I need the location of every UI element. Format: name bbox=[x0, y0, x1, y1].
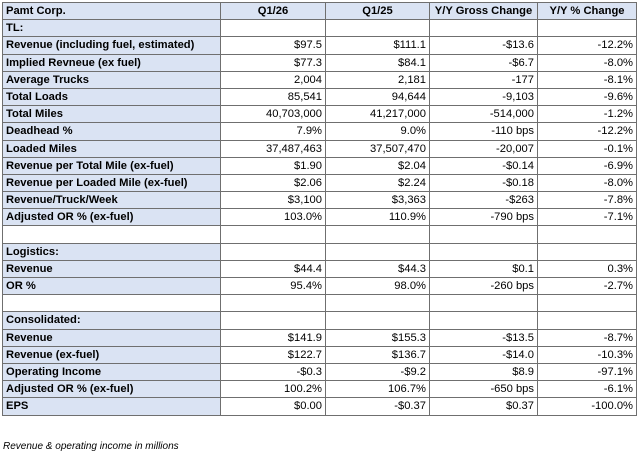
cell-gross-change: -260 bps bbox=[430, 278, 538, 295]
cell-q1-25: 41,217,000 bbox=[326, 106, 430, 123]
blank-cell bbox=[326, 295, 430, 312]
table-row bbox=[3, 106, 637, 123]
row-label: Average Trucks bbox=[3, 71, 221, 88]
cell-q1-26: $3,100 bbox=[221, 192, 326, 209]
section-row bbox=[3, 20, 637, 37]
table-row bbox=[3, 37, 637, 54]
header-company: Pamt Corp. bbox=[3, 3, 221, 20]
empty-cell bbox=[430, 20, 538, 37]
cell-gross-change: -$263 bbox=[430, 192, 538, 209]
table-row bbox=[3, 157, 637, 174]
row-label: Revenue (including fuel, estimated) bbox=[3, 37, 221, 54]
table-row bbox=[3, 54, 637, 71]
header-q1-25: Q1/25 bbox=[326, 3, 430, 20]
cell-gross-change: -$14.0 bbox=[430, 346, 538, 363]
blank-row bbox=[3, 295, 637, 312]
empty-cell bbox=[221, 312, 326, 329]
cell-q1-26: $2.06 bbox=[221, 174, 326, 191]
cell-pct-change: -12.2% bbox=[538, 123, 637, 140]
footnote: Revenue & operating income in millions bbox=[3, 441, 179, 452]
cell-pct-change: -2.7% bbox=[538, 278, 637, 295]
row-label: Operating Income bbox=[3, 363, 221, 380]
row-label: Revenue per Loaded Mile (ex-fuel) bbox=[3, 174, 221, 191]
cell-gross-change: -$13.6 bbox=[430, 37, 538, 54]
table-row bbox=[3, 123, 637, 140]
cell-gross-change: -$0.14 bbox=[430, 157, 538, 174]
row-label: Revenue/Truck/Week bbox=[3, 192, 221, 209]
cell-q1-26: $141.9 bbox=[221, 329, 326, 346]
cell-q1-26: 103.0% bbox=[221, 209, 326, 226]
cell-pct-change: 0.3% bbox=[538, 260, 637, 277]
cell-gross-change: -110 bps bbox=[430, 123, 538, 140]
row-label: Adjusted OR % (ex-fuel) bbox=[3, 381, 221, 398]
blank-cell bbox=[538, 295, 637, 312]
table-row bbox=[3, 329, 637, 346]
table-row bbox=[3, 363, 637, 380]
cell-q1-25: 2,181 bbox=[326, 71, 430, 88]
blank-cell bbox=[538, 226, 637, 243]
cell-pct-change: -7.8% bbox=[538, 192, 637, 209]
blank-cell bbox=[430, 295, 538, 312]
cell-q1-26: $122.7 bbox=[221, 346, 326, 363]
cell-q1-26: -$0.3 bbox=[221, 363, 326, 380]
blank-cell bbox=[430, 226, 538, 243]
table-row bbox=[3, 71, 637, 88]
cell-q1-25: $155.3 bbox=[326, 329, 430, 346]
row-label: Loaded Miles bbox=[3, 140, 221, 157]
cell-pct-change: -12.2% bbox=[538, 37, 637, 54]
cell-gross-change: -$6.7 bbox=[430, 54, 538, 71]
blank-cell bbox=[221, 226, 326, 243]
blank-cell bbox=[3, 226, 221, 243]
table-row bbox=[3, 140, 637, 157]
cell-gross-change: -177 bbox=[430, 71, 538, 88]
cell-pct-change: -8.0% bbox=[538, 54, 637, 71]
header-pct-change: Y/Y % Change bbox=[538, 3, 637, 20]
cell-gross-change: -790 bps bbox=[430, 209, 538, 226]
cell-q1-25: $2.24 bbox=[326, 174, 430, 191]
empty-cell bbox=[430, 312, 538, 329]
cell-pct-change: -97.1% bbox=[538, 363, 637, 380]
cell-q1-25: 110.9% bbox=[326, 209, 430, 226]
cell-q1-26: 2,004 bbox=[221, 71, 326, 88]
section-row bbox=[3, 312, 637, 329]
empty-cell bbox=[326, 243, 430, 260]
row-label: Implied Revneue (ex fuel) bbox=[3, 54, 221, 71]
cell-q1-26: $1.90 bbox=[221, 157, 326, 174]
empty-cell bbox=[538, 20, 637, 37]
table-row bbox=[3, 209, 637, 226]
cell-pct-change: -100.0% bbox=[538, 398, 637, 415]
table-row bbox=[3, 260, 637, 277]
header-gross-change: Y/Y Gross Change bbox=[430, 3, 538, 20]
cell-q1-26: 95.4% bbox=[221, 278, 326, 295]
cell-q1-25: -$9.2 bbox=[326, 363, 430, 380]
cell-q1-26: 37,487,463 bbox=[221, 140, 326, 157]
cell-gross-change: -20,007 bbox=[430, 140, 538, 157]
empty-cell bbox=[221, 243, 326, 260]
cell-q1-26: 85,541 bbox=[221, 88, 326, 105]
cell-gross-change: $0.1 bbox=[430, 260, 538, 277]
cell-q1-25: 9.0% bbox=[326, 123, 430, 140]
cell-pct-change: -6.1% bbox=[538, 381, 637, 398]
row-label: Revenue (ex-fuel) bbox=[3, 346, 221, 363]
cell-q1-25: $3,363 bbox=[326, 192, 430, 209]
cell-pct-change: -1.2% bbox=[538, 106, 637, 123]
table-row bbox=[3, 174, 637, 191]
blank-row bbox=[3, 226, 637, 243]
cell-pct-change: -8.0% bbox=[538, 174, 637, 191]
cell-gross-change: $8.9 bbox=[430, 363, 538, 380]
cell-gross-change: -9,103 bbox=[430, 88, 538, 105]
cell-q1-25: $44.3 bbox=[326, 260, 430, 277]
cell-gross-change: -514,000 bbox=[430, 106, 538, 123]
empty-cell bbox=[538, 243, 637, 260]
financial-table bbox=[2, 2, 637, 416]
row-label: Total Miles bbox=[3, 106, 221, 123]
header-q1-26: Q1/26 bbox=[221, 3, 326, 20]
row-label: Revenue bbox=[3, 329, 221, 346]
empty-cell bbox=[221, 20, 326, 37]
table-row bbox=[3, 346, 637, 363]
empty-cell bbox=[326, 20, 430, 37]
row-label: Total Loads bbox=[3, 88, 221, 105]
section-label: Logistics: bbox=[3, 243, 221, 260]
cell-q1-25: 37,507,470 bbox=[326, 140, 430, 157]
row-label: Adjusted OR % (ex-fuel) bbox=[3, 209, 221, 226]
row-label: Revenue bbox=[3, 260, 221, 277]
cell-q1-25: 98.0% bbox=[326, 278, 430, 295]
blank-cell bbox=[3, 295, 221, 312]
section-label: TL: bbox=[3, 20, 221, 37]
row-label: OR % bbox=[3, 278, 221, 295]
cell-q1-26: 7.9% bbox=[221, 123, 326, 140]
cell-pct-change: -8.1% bbox=[538, 71, 637, 88]
section-row bbox=[3, 243, 637, 260]
row-label: EPS bbox=[3, 398, 221, 415]
cell-pct-change: -10.3% bbox=[538, 346, 637, 363]
cell-q1-26: 40,703,000 bbox=[221, 106, 326, 123]
header-row bbox=[3, 3, 637, 20]
cell-q1-25: $111.1 bbox=[326, 37, 430, 54]
cell-q1-25: 94,644 bbox=[326, 88, 430, 105]
cell-gross-change: -650 bps bbox=[430, 381, 538, 398]
cell-q1-26: $44.4 bbox=[221, 260, 326, 277]
cell-pct-change: -8.7% bbox=[538, 329, 637, 346]
table-row bbox=[3, 398, 637, 415]
cell-pct-change: -0.1% bbox=[538, 140, 637, 157]
table-body bbox=[3, 20, 637, 415]
cell-gross-change: -$0.18 bbox=[430, 174, 538, 191]
cell-gross-change: -$13.5 bbox=[430, 329, 538, 346]
cell-pct-change: -7.1% bbox=[538, 209, 637, 226]
blank-cell bbox=[326, 226, 430, 243]
cell-q1-25: $84.1 bbox=[326, 54, 430, 71]
cell-pct-change: -6.9% bbox=[538, 157, 637, 174]
table-row bbox=[3, 88, 637, 105]
cell-q1-26: 100.2% bbox=[221, 381, 326, 398]
row-label: Revenue per Total Mile (ex-fuel) bbox=[3, 157, 221, 174]
empty-cell bbox=[430, 243, 538, 260]
cell-q1-25: $2.04 bbox=[326, 157, 430, 174]
row-label: Deadhead % bbox=[3, 123, 221, 140]
cell-q1-25: 106.7% bbox=[326, 381, 430, 398]
table-row bbox=[3, 192, 637, 209]
cell-q1-25: $136.7 bbox=[326, 346, 430, 363]
blank-cell bbox=[221, 295, 326, 312]
cell-gross-change: $0.37 bbox=[430, 398, 538, 415]
empty-cell bbox=[326, 312, 430, 329]
cell-q1-25: -$0.37 bbox=[326, 398, 430, 415]
cell-pct-change: -9.6% bbox=[538, 88, 637, 105]
table-row bbox=[3, 381, 637, 398]
section-label: Consolidated: bbox=[3, 312, 221, 329]
financial-table-container bbox=[2, 2, 637, 416]
cell-q1-26: $97.5 bbox=[221, 37, 326, 54]
empty-cell bbox=[538, 312, 637, 329]
table-row bbox=[3, 278, 637, 295]
cell-q1-26: $0.00 bbox=[221, 398, 326, 415]
cell-q1-26: $77.3 bbox=[221, 54, 326, 71]
